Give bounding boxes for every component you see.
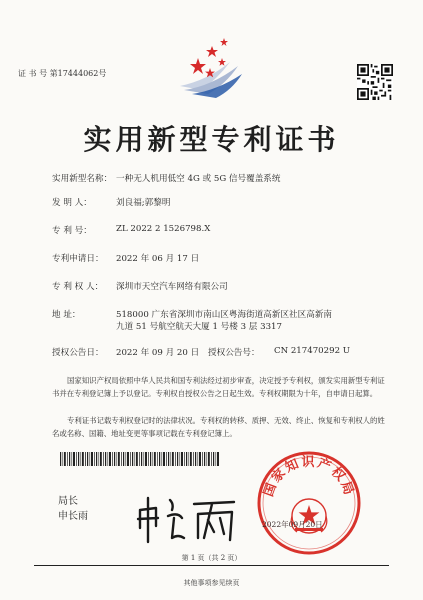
- field-inventor-value: 刘良福;郭黎明: [116, 198, 171, 208]
- page-indicator: 第 1 页（共 2 页）: [181, 554, 242, 562]
- barcode-icon: [60, 452, 220, 466]
- seal-date: 2022年09月20日: [262, 520, 323, 529]
- field-grant-no-label: 授权公告号：: [208, 348, 260, 358]
- qr-code-icon: [357, 64, 393, 100]
- field-address-label: 地 址：: [52, 310, 81, 320]
- director-title-label: 局长: [58, 496, 78, 507]
- director-name-label: 申长雨: [58, 511, 88, 522]
- official-seal-image: [256, 450, 362, 556]
- field-patent-no-value: ZL 2022 2 1526798.X: [116, 224, 211, 234]
- svg-text:国家知识产权局: [260, 454, 356, 499]
- field-filing-date-label: 专利申请日：: [52, 254, 104, 264]
- certificate-number: 证 书 号 第17444062号: [18, 69, 107, 78]
- seal-text: 国家知识产权局: [261, 455, 357, 499]
- field-patentee-value: 深圳市天空汽车网络有限公司: [116, 282, 228, 292]
- field-address-line1: 518000 广东省深圳市南山区粤海街道高新区社区高新南: [116, 310, 333, 320]
- field-name-label: 实用新型名称：: [52, 174, 113, 184]
- field-inventor-label: 发 明 人：: [52, 198, 92, 208]
- field-filing-date-value: 2022 年 06 月 17 日: [116, 254, 200, 264]
- field-patentee-label: 专 利 权 人：: [52, 282, 104, 292]
- field-grant-date-label: 授权公告日：: [52, 348, 104, 358]
- field-grant-no-value: CN 217470292 U: [274, 346, 351, 356]
- paragraph-grant-notice: 国家知识产权局依照中华人民共和国专利法经过初步审查，决定授予专利权，颁发实用新型专利证书并在专利登记簿上予以登记。专利权自授权公告之日起生效。专利权期限为十年，自申请日起算。: [52, 376, 385, 398]
- footer-divider: [34, 565, 389, 566]
- field-address-line2: 九道 51 号航空航天大厦 1 号楼 3 层 3317: [116, 322, 282, 332]
- signature-image: [134, 488, 242, 548]
- certificate-title: 实用新型专利证书: [83, 123, 340, 156]
- field-name-value: 一种无人机用低空 4G 或 5G 信号覆盖系统: [116, 174, 281, 184]
- paragraph-legal-status: 专利证书记载专利权登记时的法律状况。专利权的转移、质押、无效、终止、恢复和专利权人的姓名或名称、国籍、地址变更等事项记载在专利登记簿上。: [52, 416, 385, 438]
- field-patent-no-label: 专 利 号：: [52, 226, 92, 236]
- patent-office-emblem-icon: [172, 28, 252, 108]
- field-grant-date-value: 2022 年 09 月 20 日: [116, 348, 200, 358]
- footer-note: 其他事项参见续页: [183, 579, 240, 587]
